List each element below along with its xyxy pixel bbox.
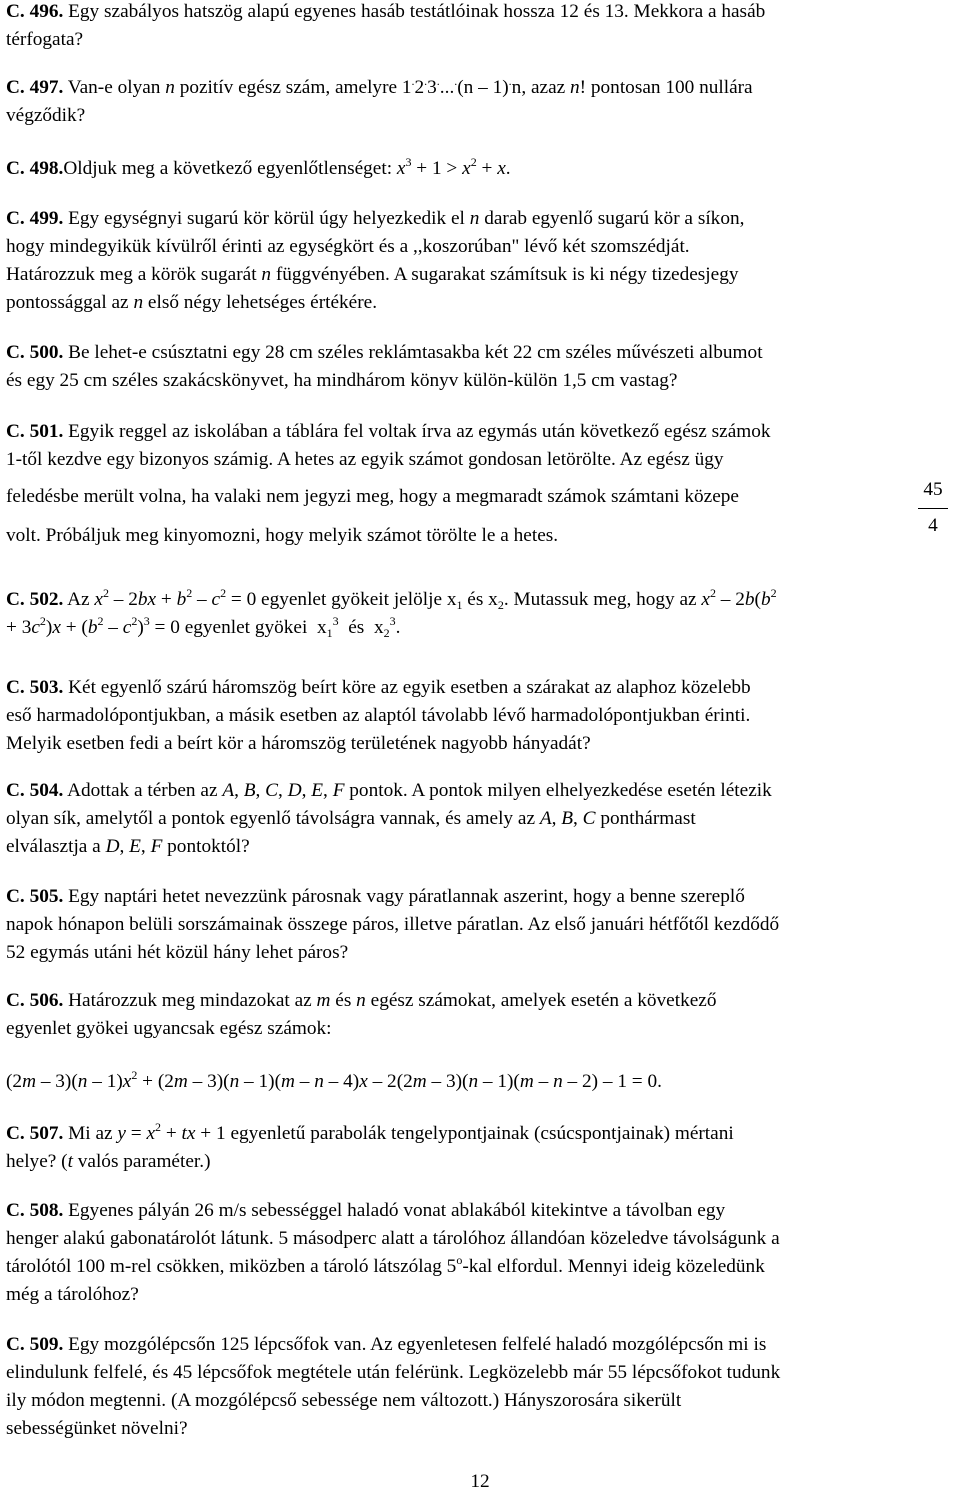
problem-498: C. 498.Oldjuk meg a következő egyenlőtlenséget: $x^3 + 1 > x^2 + x$.	[6, 155, 511, 179]
problem-497: C. 497. Van-e olyan n pozitív egész szám, amelyre 1.2.3.....(n – 1).n, azaz n! pontosan 100 nullára végződik?	[6, 74, 753, 126]
problem-id: C. 502.	[6, 589, 64, 610]
problem-id: C. 500.	[6, 342, 64, 363]
problem-505: C. 505. Egy naptári hetet nevezzünk párosnak vagy páratlannak aszerint, hogy a benne szereplő napok hónapon belüli sorszámainak összege páros, illetve páratlan. Az első januári hétfőtől kezdődő 52 egymás utáni hét közül hány lehet páros?	[6, 886, 780, 963]
problem-508: C. 508. Egyenes pályán 26 m/s sebességgel haladó vonat ablakából kitekintve a távolban egy henger alakú gabonatárolót látunk. 5 másodperc alatt a tárolóhoz állandóan közeledve távolságunk a tárolótól 100 m-rel csökken, miközben a tároló látszólag 5$^o$-kal elfordul. Mennyi ideig közeledünk még a tárolóhoz?	[6, 1200, 780, 1305]
problem-id: C. 507.	[6, 1123, 64, 1144]
fraction-denominator: 4	[928, 515, 938, 536]
problem-id: C. 496.	[6, 1, 64, 22]
problem-id: C. 505.	[6, 886, 64, 907]
problem-id: C. 501.	[6, 421, 64, 442]
problem-496: C. 496. Egy szabályos hatszög alapú egyenes hasáb testátlóinak hossza 12 és 13. Mekkora a hasáb térfogata?	[6, 1, 766, 50]
problem-509: C. 509. Egy mozgólépcsőn 125 lépcsőfok van. Az egyenletesen felfelé haladó mozgólépcsőn mi is elindulunk felfelé, és 45 lépcsőfok megtétele után felérünk. Legközelebb már 55 lépcsőfokot tudunk ily módon megtenni. (A mozgólépcső sebessége nem változott.) Hányszorosára sikerült sebességünket növelni?	[6, 1334, 781, 1439]
problem-id: C. 509.	[6, 1334, 64, 1355]
problem-id: C. 506.	[6, 990, 64, 1011]
mean-fraction	[918, 476, 948, 540]
problem-501: C. 501. Egyik reggel az iskolában a táblára fel voltak írva az egymás után következő egész számok 1-től kezdve egy bizonyos számig. A hetes az egyik számot gondosan letörölte. Az egész ügy feledésbe merült volna, ha valaki nem jegyzi meg, hogy a megmaradt számok számtani közepe volt. Próbáljuk meg kinyomozni, hogy melyik számot törölte le a hetes.	[6, 421, 771, 546]
problem-502: C. 502. Az $x^2 - 2bx + b^2 - c^2 = 0$ egyenlet gyökeit jelölje $x_1$ és $x_2$. Mutassuk meg, hogy az $x^2 - 2b(b^2$ + $3c^2)x + (b^2 - c^2)^3 = 0$ egyenlet gyökei $x_1^3$ és $x_2^3$.	[6, 586, 777, 640]
problem-504: C. 504. Adottak a térben az A, B, C, D, E, F pontok. A pontok milyen elhelyezkedése esetén létezik olyan sík, amelytől a pontok egyenlő távolságra vannak, és amely az A, B, C ponthármast elválasztja a D, E, F pontoktól?	[6, 780, 772, 857]
problem-id: C. 504.	[6, 780, 64, 801]
problem-id: C. 503.	[6, 677, 64, 698]
problem-id: C. 508.	[6, 1200, 64, 1221]
problem-499: C. 499. Egy egységnyi sugarú kör körül úgy helyezkedik el n darab egyenlő sugarú kör a síkon, hogy mindegyikük kívülről érinti az egységkört és a ,,koszorúban" lévő két szomszédját. Határozzuk meg a körök sugarát n függvényében. A sugarakat számítsuk is ki négy tizedesjegy pontossággal az n első négy lehetséges értékére.	[6, 208, 745, 313]
problem-id: C. 497.	[6, 77, 64, 98]
fraction-numerator: 45	[923, 479, 943, 500]
problem-id: C. 499.	[6, 208, 64, 229]
problem-507: C. 507. Mi az $y = x^2$ + tx + 1 egyenletű parabolák tengelypontjainak (csúcspontjainak) mértani helye? (t valós paraméter.)	[6, 1120, 734, 1172]
fraction-bar	[918, 508, 948, 509]
problem-id: C. 498.	[6, 158, 64, 179]
problem-503: C. 503. Két egyenlő szárú háromszög beírt köre az egyik esetben a szárakat az alaphoz közelebb eső harmadolópontjukban, a másik esetben az alaptól távolabb lévő harmadolópontjukban érinti. Melyik esetben fedi a beírt kör a háromszög területének nagyobb hányadát?	[6, 677, 751, 754]
problem-506: C. 506. Határozzuk meg mindazokat az m és n egész számokat, amelyek esetén a következő egyenlet gyökei ugyancsak egész számok:	[6, 990, 717, 1039]
page-number: 12	[470, 1471, 490, 1492]
problem-500: C. 500. Be lehet-e csúsztatni egy 28 cm széles reklámtasakba két 22 cm széles művészeti albumot és egy 25 cm széles szakácskönyvet, ha mindhárom könyv külön-külön 1,5 cm vastag?	[6, 342, 763, 391]
problem-506-equation: $(2m - 3)(n - 1)x^2 + (2m - 3)(n - 1)(m - n - 4)x - 2(2m - 3)(n - 1)(m - n - 2) - 1 = 0$.	[6, 1068, 662, 1092]
